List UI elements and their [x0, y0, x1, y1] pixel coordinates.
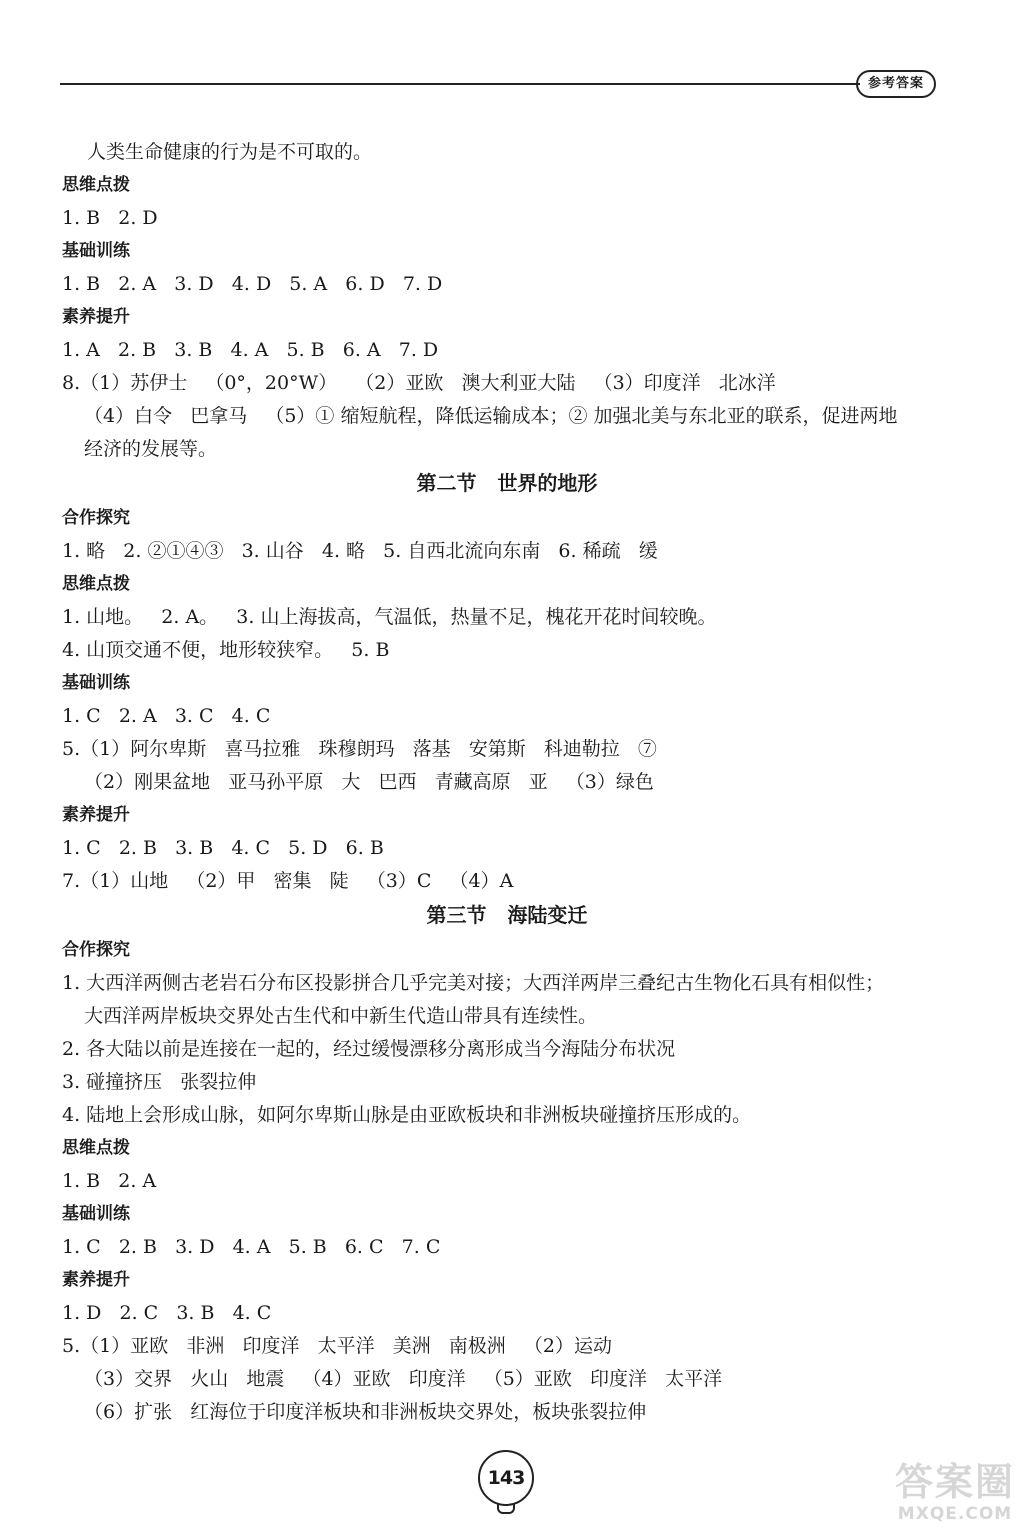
- header-badge: 参考答案: [856, 70, 936, 98]
- answer-line: （3）交界 火山 地震 （4）亚欧 印度洋 （5）亚欧 印度洋 太平洋: [84, 1368, 723, 1390]
- subsection-heading: 合作探究: [62, 940, 130, 960]
- answer-line: 1. B 2. D: [62, 207, 158, 229]
- subsection-heading: 基础训练: [62, 241, 130, 261]
- answer-line: 5.（1）亚欧 非洲 印度洋 太平洋 美洲 南极洲 （2）运动: [62, 1335, 613, 1357]
- answer-line: 1. C 2. B 3. D 4. A 5. B 6. C 7. C: [62, 1236, 441, 1258]
- answer-line: 1. D 2. C 3. B 4. C: [62, 1302, 272, 1324]
- answer-line: 1. B 2. A 3. D 4. D 5. A 6. D 7. D: [62, 273, 443, 295]
- page-number: [476, 1450, 536, 1510]
- answer-line: 1. 大西洋两侧古老岩石分布区投影拼合几乎完美对接；大西洋两岸三叠纪古生物化石具有相似性；: [62, 972, 885, 994]
- answer-line: （2）刚果盆地 亚马孙平原 大 巴西 青藏高原 亚 （3）绿色: [84, 771, 654, 793]
- answer-line: 1. C 2. B 3. B 4. C 5. D 6. B: [62, 837, 384, 859]
- section-title: 第二节 世界的地形: [416, 471, 598, 495]
- watermark-logo: [880, 1460, 1030, 1536]
- answer-line: 4. 陆地上会形成山脉，如阿尔卑斯山脉是由亚欧板块和非洲板块碰撞挤压形成的。: [62, 1104, 752, 1126]
- subsection-heading: 思维点拨: [62, 1138, 130, 1158]
- answer-line: 5.（1）阿尔卑斯 喜马拉雅 珠穆朗玛 落基 安第斯 科迪勒拉 ⑦: [62, 738, 657, 760]
- watermark-main: 答案圈: [894, 1460, 1015, 1504]
- subsection-heading: 思维点拨: [62, 574, 130, 594]
- header-rule: [60, 83, 860, 85]
- subsection-heading: 思维点拨: [62, 175, 130, 195]
- subsection-heading: 基础训练: [62, 673, 130, 693]
- answer-line: 1. C 2. A 3. C 4. C: [62, 705, 271, 727]
- subsection-heading: 素养提升: [62, 805, 130, 825]
- answer-line: 8.（1）苏伊士 （0°，20°W） （2）亚欧 澳大利亚大陆 （3）印度洋 北冰洋: [62, 372, 776, 394]
- page-number-label: 143: [478, 1450, 534, 1506]
- answer-line: 3. 碰撞挤压 张裂拉伸: [62, 1071, 257, 1093]
- answer-content: [62, 136, 952, 1429]
- answer-line: 2. 各大陆以前是连接在一起的，经过缓慢漂移分离形成当今海陆分布状况: [62, 1038, 676, 1060]
- subsection-heading: 合作探究: [62, 508, 130, 528]
- answer-line: 经济的发展等。: [84, 438, 218, 460]
- answer-line: （6）扩张 红海位于印度洋板块和非洲板块交界处，板块张裂拉伸: [84, 1401, 647, 1423]
- answer-line: （4）白令 巴拿马 （5）① 缩短航程，降低运输成本；② 加强北美与东北亚的联系，促进两地: [84, 405, 898, 427]
- answer-line: 大西洋两岸板块交界处古生代和中新生代造山带具有连续性。: [84, 1005, 598, 1027]
- subsection-heading: 基础训练: [62, 1204, 130, 1224]
- answer-line: 1. 山地。 2. A。 3. 山上海拔高，气温低，热量不足，槐花开花时间较晚。: [62, 606, 717, 628]
- subsection-heading: 素养提升: [62, 1270, 130, 1290]
- answer-line: 1. B 2. A: [62, 1170, 157, 1192]
- subsection-heading: 素养提升: [62, 307, 130, 327]
- watermark-sub: MXQE.COM: [897, 1504, 1013, 1524]
- section-title: 第三节 海陆变迁: [426, 903, 588, 927]
- answer-line: 1. 略 2. ②①④③ 3. 山谷 4. 略 5. 自西北流向东南 6. 稀疏 缓: [62, 540, 658, 562]
- answer-line: 7.（1）山地 （2）甲 密集 陡 （3）C （4）A: [62, 870, 514, 892]
- globe-stand-icon: [497, 1504, 515, 1514]
- answer-line: 4. 山顶交通不便，地形较狭窄。 5. B: [62, 639, 390, 661]
- answer-line: 人类生命健康的行为是不可取的。: [87, 141, 373, 163]
- answer-line: 1. A 2. B 3. B 4. A 5. B 6. A 7. D: [62, 339, 439, 361]
